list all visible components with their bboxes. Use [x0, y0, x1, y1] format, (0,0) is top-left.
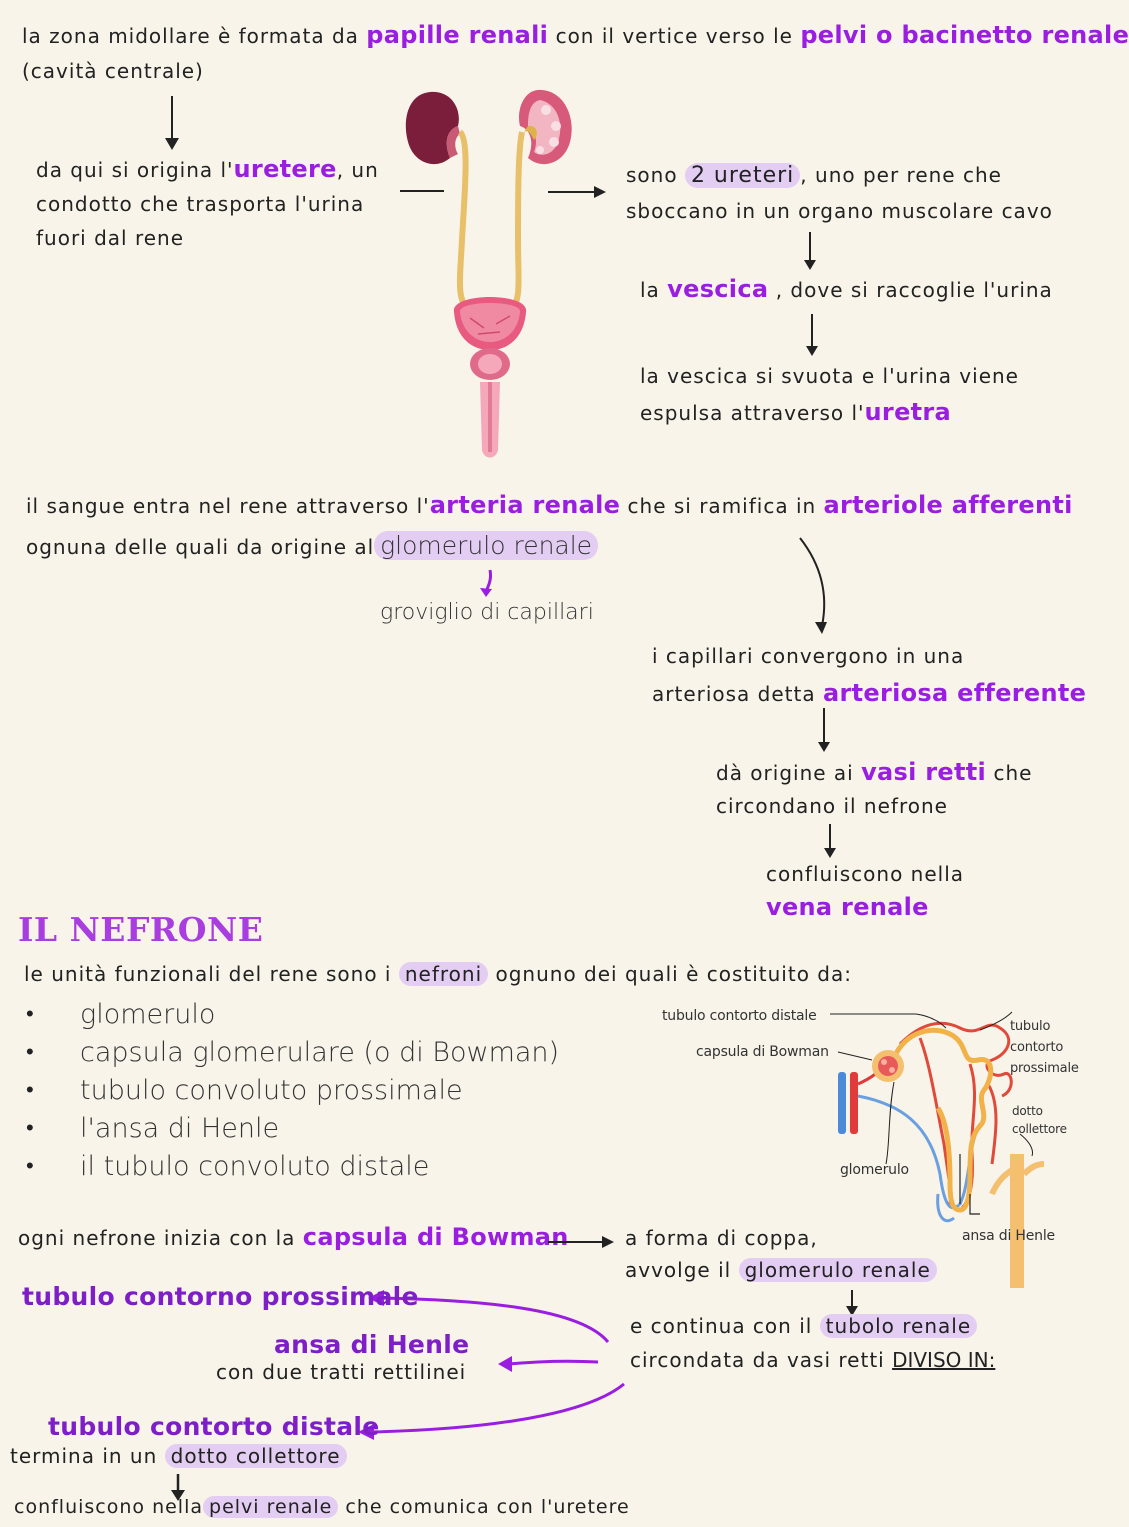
ureteri-line-1	[626, 160, 1002, 192]
blood-text-a: il sangue entra nel rene attraverso l'	[26, 494, 430, 518]
uretere-line-2: condotto che trasporta l'urina	[36, 192, 365, 216]
keyword-vena-renale: vena renale	[766, 893, 929, 921]
final-text-a: confluiscono nella	[14, 1496, 204, 1518]
final-text-b: che comunica con l'uretere	[338, 1496, 630, 1518]
blood-line-2	[26, 528, 598, 564]
arrow-down-svuota	[802, 314, 822, 358]
urinary-system-illustration	[400, 80, 580, 465]
groviglio-text: groviglio di capillari	[380, 600, 594, 625]
continua-text-a: e continua con il	[630, 1314, 820, 1338]
highlight-tubolo-renale: tubolo renale	[820, 1314, 977, 1338]
intro-line-1	[22, 18, 1129, 53]
list-item: • tubulo convoluto prossimale	[22, 1072, 559, 1110]
svuota-line-2	[640, 395, 951, 430]
dotto-word-2: collettore	[1012, 1122, 1067, 1136]
arrow-right-ureteri	[548, 184, 608, 200]
highlight-glomerulo-renale-2: glomerulo renale	[739, 1258, 937, 1282]
keyword-vescica: vescica	[667, 275, 769, 303]
keyword-arteriole-afferenti: arteriole afferenti	[823, 491, 1073, 519]
avvolge-text-a: avvolge il	[625, 1258, 739, 1282]
intro-text-a: la zona midollare è formata da	[22, 24, 367, 48]
henle-subtext: con due tratti rettilinei	[216, 1360, 467, 1384]
highlight-dotto-collettore: dotto collettore	[165, 1444, 347, 1468]
keyword-ansa-henle: ansa di Henle	[274, 1330, 470, 1359]
keyword-vasi-retti: vasi retti	[861, 758, 987, 786]
section-title-nefrone: IL NEFRONE	[18, 910, 264, 949]
keyword-uretere: uretere	[233, 155, 337, 183]
nefrone-intro	[24, 960, 852, 989]
diagram-label-bowman: capsula di Bowman	[696, 1044, 829, 1060]
keyword-pelvi: pelvi o bacinetto renale	[800, 21, 1129, 49]
ureteri-text-b: , uno per rene che	[800, 163, 1002, 187]
nefrone-intro-a: le unità funzionali del rene sono i	[24, 962, 399, 986]
capillari-line-2	[652, 676, 1086, 711]
termina-text-a: termina in un	[10, 1444, 165, 1468]
list-item: • glomerulo	[22, 996, 559, 1034]
final-line	[14, 1494, 630, 1522]
diagram-label-prossimale	[1010, 1016, 1079, 1079]
highlight-2-ureteri: 2 ureteri	[685, 163, 800, 188]
arrow-down-intro	[162, 96, 182, 152]
uretere-block	[36, 152, 379, 255]
diagram-label-henle: ansa di Henle	[962, 1228, 1055, 1244]
diviso-in-underlined: DIVISO IN:	[892, 1348, 996, 1372]
coppa-line: a forma di coppa,	[625, 1226, 818, 1250]
highlight-nefroni: nefroni	[399, 962, 488, 986]
arrow-down-vasi	[814, 708, 834, 754]
vescica-line	[640, 272, 1053, 307]
bowman-text-a: ogni nefrone inizia con la	[18, 1226, 303, 1250]
list-item: • l'ansa di Henle	[22, 1110, 559, 1148]
termina-line	[10, 1442, 347, 1471]
diagram-label-dotto	[1012, 1102, 1067, 1138]
vescica-text-a: la	[640, 278, 668, 302]
ureteri-line-2: sboccano in un organo muscolare cavo	[626, 199, 1053, 223]
confluiscono-line: confluiscono nella	[766, 862, 965, 886]
avvolge-line	[625, 1256, 937, 1285]
nefrone-intro-b: ognuno dei quali è costituito da:	[488, 962, 852, 986]
uretere-text-b: , un	[336, 158, 379, 182]
blood-text-b: che si ramifica in	[620, 494, 824, 518]
prossimale-word-3: prossimale	[1010, 1061, 1079, 1076]
keyword-tubulo-prossimale: tubulo contorno prossimale	[22, 1282, 419, 1311]
vasi-text-a: dà origine ai	[716, 761, 862, 785]
svuota-line-1: la vescica si svuota e l'urina viene	[640, 364, 1019, 388]
intro-text-b: con il vertice verso le	[548, 24, 801, 48]
keyword-papille-renali: papille renali	[366, 21, 549, 49]
keyword-arteria-renale: arteria renale	[429, 491, 621, 519]
keyword-arteriosa-efferente: arteriosa efferente	[822, 679, 1087, 707]
continua-line	[630, 1312, 977, 1341]
vasi-line-2: circondano il nefrone	[716, 794, 948, 818]
nefrone-components-list	[22, 996, 559, 1186]
vescica-text-b: , dove si raccoglie l'urina	[768, 278, 1053, 302]
arrow-right-coppa	[548, 1234, 618, 1250]
vasi-text-b: che	[986, 761, 1033, 785]
circondata-text-a: circondata da vasi retti	[630, 1348, 893, 1372]
blood-line-1	[26, 488, 1073, 523]
arrow-down-vescica	[800, 232, 820, 272]
highlight-glomerulo-renale: glomerulo renale	[374, 531, 598, 560]
ureteri-text-a: sono	[626, 163, 685, 187]
vasi-line-1	[716, 755, 1032, 790]
keyword-tubulo-distale: tubulo contorto distale	[48, 1412, 380, 1441]
prossimale-word-1: tubulo	[1010, 1019, 1051, 1034]
bowman-line	[18, 1220, 569, 1255]
uretere-text-a: da qui si origina l'	[36, 158, 234, 182]
arrow-curved-capillari	[796, 536, 836, 636]
dotto-word-1: dotto	[1012, 1104, 1043, 1118]
list-item: • il tubulo convoluto distale	[22, 1148, 559, 1186]
svuota-text-a: espulsa attraverso l'	[640, 401, 865, 425]
prossimale-word-2: contorto	[1010, 1040, 1064, 1055]
intro-line-2: (cavità centrale)	[22, 59, 204, 83]
blood-text-c: ognuna delle quali da origine al	[26, 535, 375, 559]
uretere-line-3: fuori dal rene	[36, 226, 185, 250]
highlight-pelvi-renale: pelvi renale	[203, 1496, 338, 1518]
circondata-line	[630, 1346, 995, 1375]
keyword-uretra: uretra	[864, 398, 952, 426]
list-item: • capsula glomerulare (o di Bowman)	[22, 1034, 559, 1072]
arrow-down-vena	[820, 824, 840, 860]
keyword-capsula-bowman: capsula di Bowman	[302, 1223, 569, 1251]
diagram-label-glomerulo: glomerulo	[840, 1162, 909, 1178]
capillari-text-a: arteriosa detta	[652, 682, 823, 706]
capillari-line-1: i capillari convergono in una	[652, 644, 965, 668]
arrow-purple-groviglio	[478, 570, 498, 598]
diagram-label-distale: tubulo contorto distale	[662, 1008, 817, 1024]
